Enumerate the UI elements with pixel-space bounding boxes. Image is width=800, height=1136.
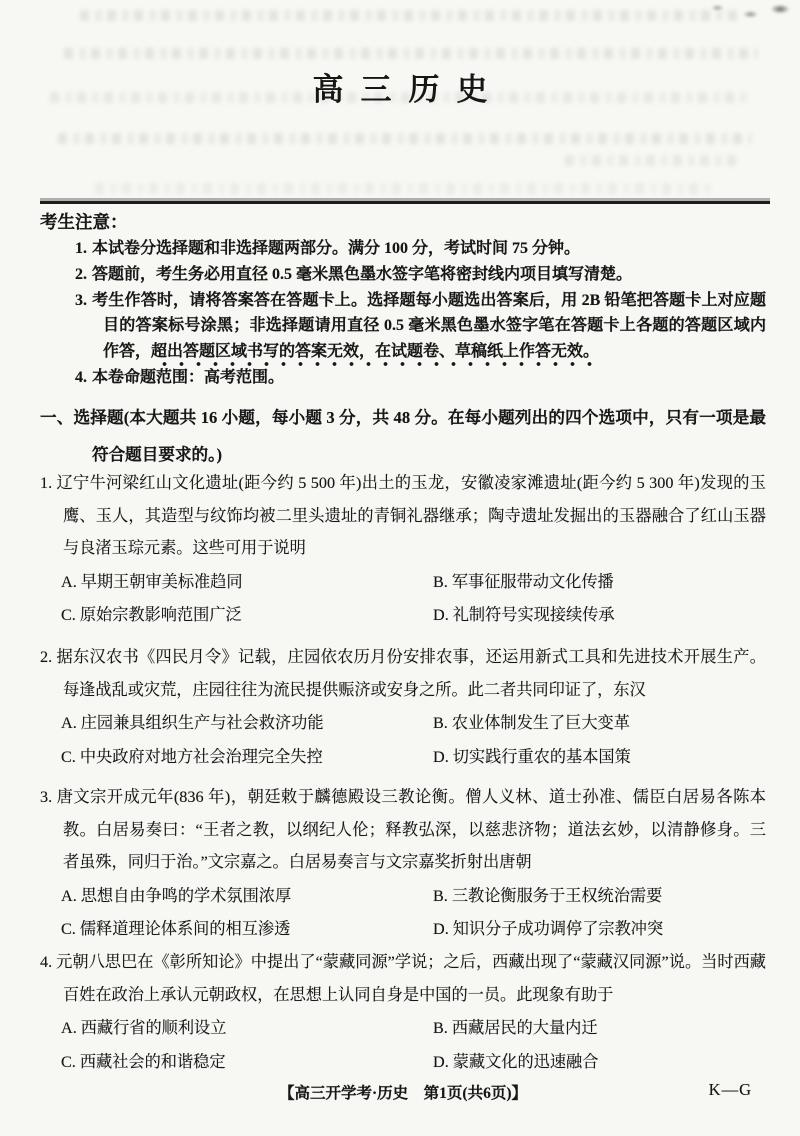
option-b bbox=[433, 1012, 766, 1046]
option-label: A. bbox=[61, 572, 77, 591]
option-c bbox=[61, 599, 433, 633]
option-b bbox=[433, 707, 766, 741]
notice-heading: 考生注意： bbox=[40, 212, 128, 232]
option-d bbox=[433, 599, 766, 633]
option-c bbox=[61, 741, 433, 775]
question-1 bbox=[40, 467, 766, 633]
option-text: 三教论衡服务于王权统治需要 bbox=[451, 886, 663, 905]
notice-item-text: 本卷命题范围：高考范围。 bbox=[92, 368, 285, 386]
options-grid bbox=[40, 566, 766, 633]
option-label: A. bbox=[61, 1019, 77, 1038]
notice-item-text: 考生作答时，请将答案答在答题卡上。选择题每小题选出答案后，用 2B 铅笔把答题卡上对应题目的答案标号涂黑；非选择题请用直径 0.5 毫米黑色墨水签字笔在答题卡上各题的答题区域内作答， bbox=[92, 291, 766, 361]
option-label: C. bbox=[61, 920, 76, 939]
option-label: A. bbox=[61, 886, 77, 905]
question-4 bbox=[40, 946, 766, 1079]
notice-item bbox=[40, 262, 766, 288]
footer-page-info: 【高三开学考·历史 第1页(共6页)】 bbox=[279, 1085, 527, 1102]
option-text: 农业体制发生了巨大变革 bbox=[451, 714, 630, 733]
option-label: D. bbox=[433, 747, 449, 766]
option-b bbox=[433, 566, 766, 600]
notice-item bbox=[40, 236, 766, 262]
option-text: 儒释道理论体系间的相互渗透 bbox=[79, 920, 291, 939]
question-number: 1. bbox=[40, 474, 53, 492]
option-label: D. bbox=[433, 606, 449, 625]
option-label: D. bbox=[433, 920, 449, 939]
option-text: 庄园兼具组织生产与社会救济功能 bbox=[80, 714, 324, 733]
option-text: 早期王朝审美标准趋同 bbox=[80, 572, 243, 591]
option-label: B. bbox=[433, 572, 448, 591]
option-d bbox=[433, 1046, 766, 1080]
notice-item-text: 答题前，考生务必用直径 0.5 毫米黑色墨水签字笔将密封线内项目填写清楚。 bbox=[92, 265, 633, 283]
option-label: D. bbox=[433, 1052, 449, 1071]
notice-item-emphasized-text: 超出答题区域书写的答案无效，在试题卷、草稿纸上作答无效。 bbox=[151, 343, 599, 367]
question-stem bbox=[40, 467, 766, 565]
option-label: A. bbox=[61, 714, 77, 733]
notice-item-number: 1. bbox=[75, 240, 87, 257]
question-number: 4. bbox=[40, 953, 53, 971]
option-b bbox=[433, 880, 766, 914]
question-stem-text: 元朝八思巴在《彰所知论》中提出了“蒙藏同源”学说；之后，西藏出现了“蒙藏汉同源”说。当时西藏百姓在政治上承认元朝政权，在思想上认同自身是中国的一员。此现象有助于 bbox=[56, 953, 766, 1004]
option-text: 礼制符号实现接续传承 bbox=[452, 606, 615, 625]
option-label: C. bbox=[61, 1052, 76, 1071]
option-a bbox=[61, 707, 433, 741]
option-text: 切实践行重农的基本国策 bbox=[452, 747, 631, 766]
option-d bbox=[433, 913, 766, 947]
question-stem-text: 唐文宗开成元年(836 年)，朝廷敕于麟德殿设三教论衡。僧人义林、道士孙准、儒臣白居易各陈本教。白居易奏曰：“王者之教，以纲纪人伦；释教弘深，以慈悲济物；道法玄妙，以清静修身。三者虽殊，同归于治。”文宗嘉之。白居易奏言与文宗嘉奖折射出唐朝 bbox=[56, 788, 766, 872]
footer-code: K—G bbox=[708, 1080, 752, 1099]
notice-item-number: 2. bbox=[75, 265, 87, 283]
question-stem bbox=[40, 781, 766, 879]
bleedthrough-artifact bbox=[64, 48, 758, 59]
question-stem bbox=[40, 946, 766, 1011]
question-3 bbox=[40, 781, 766, 947]
bleedthrough-artifact bbox=[58, 133, 752, 144]
notice-item-text: 本试卷分选择题和非选择题两部分。满分 100 分，考试时间 75 分钟。 bbox=[92, 240, 581, 257]
option-label: B. bbox=[433, 1019, 448, 1038]
page-title: 高三历史 bbox=[312, 72, 505, 107]
option-text: 知识分子成功调停了宗教冲突 bbox=[452, 920, 664, 939]
question-stem-text: 辽宁牛河梁红山文化遗址(距今约 5 500 年)出土的玉龙，安徽凌家滩遗址(距今约 5 300 年)发现的玉鹰、玉人，其造型与纹饰均被二里头遗址的青铜礼器继承；陶寺遗址发掘出的玉器融合了红山玉器与良渚玉琮元素。这些可用于说明 bbox=[56, 474, 766, 558]
notice-item-number: 3. bbox=[75, 291, 87, 309]
option-text: 思想自由争鸣的学术氛围浓厚 bbox=[80, 886, 292, 905]
option-label: C. bbox=[61, 747, 76, 766]
option-text: 原始宗教影响范围广泛 bbox=[79, 606, 242, 625]
divider-rule bbox=[40, 201, 770, 204]
option-text: 西藏行省的顺利设立 bbox=[80, 1019, 227, 1038]
option-a bbox=[61, 880, 433, 914]
options-grid bbox=[40, 1012, 766, 1079]
question-stem bbox=[40, 641, 766, 706]
option-label: C. bbox=[61, 606, 76, 625]
option-text: 军事征服带动文化传播 bbox=[451, 572, 614, 591]
option-d bbox=[433, 741, 766, 775]
question-number: 2. bbox=[40, 648, 53, 666]
option-text: 蒙藏文化的迅速融合 bbox=[452, 1052, 599, 1071]
question-stem-text: 据东汉农书《四民月令》记载，庄园依农历月份安排农事，还运用新式工具和先进技术开展生产。每逢战乱或灾荒，庄园往往为流民提供赈济或安身之所。此二者共同印证了，东汉 bbox=[56, 648, 766, 699]
option-label: B. bbox=[433, 886, 448, 905]
option-text: 中央政府对地方社会治理完全失控 bbox=[79, 747, 323, 766]
option-text: 西藏社会的和谐稳定 bbox=[79, 1052, 226, 1071]
options-grid bbox=[40, 880, 766, 947]
notice-section bbox=[40, 209, 766, 391]
option-a bbox=[61, 566, 433, 600]
notice-item bbox=[40, 288, 766, 365]
option-label: B. bbox=[433, 714, 448, 733]
option-c bbox=[61, 1046, 433, 1080]
option-text: 西藏居民的大量内迁 bbox=[451, 1019, 598, 1038]
option-a bbox=[61, 1012, 433, 1046]
page-footer bbox=[40, 1081, 766, 1103]
scan-smudge bbox=[690, 0, 800, 26]
bleedthrough-artifact bbox=[80, 10, 740, 21]
bleedthrough-artifact bbox=[95, 183, 715, 194]
option-c bbox=[61, 913, 433, 947]
options-grid bbox=[40, 707, 766, 774]
notice-item-number: 4. bbox=[75, 368, 87, 386]
section-title: 一、选择题(本大题共 16 小题，每小题 3 分，共 48 分。在每小题列出的四个选项中，只有一项是最符合题目要求的。) bbox=[40, 408, 766, 464]
question-number: 3. bbox=[40, 788, 53, 806]
notice-item bbox=[40, 365, 766, 391]
question-2 bbox=[40, 641, 766, 774]
bleedthrough-artifact bbox=[565, 155, 740, 166]
